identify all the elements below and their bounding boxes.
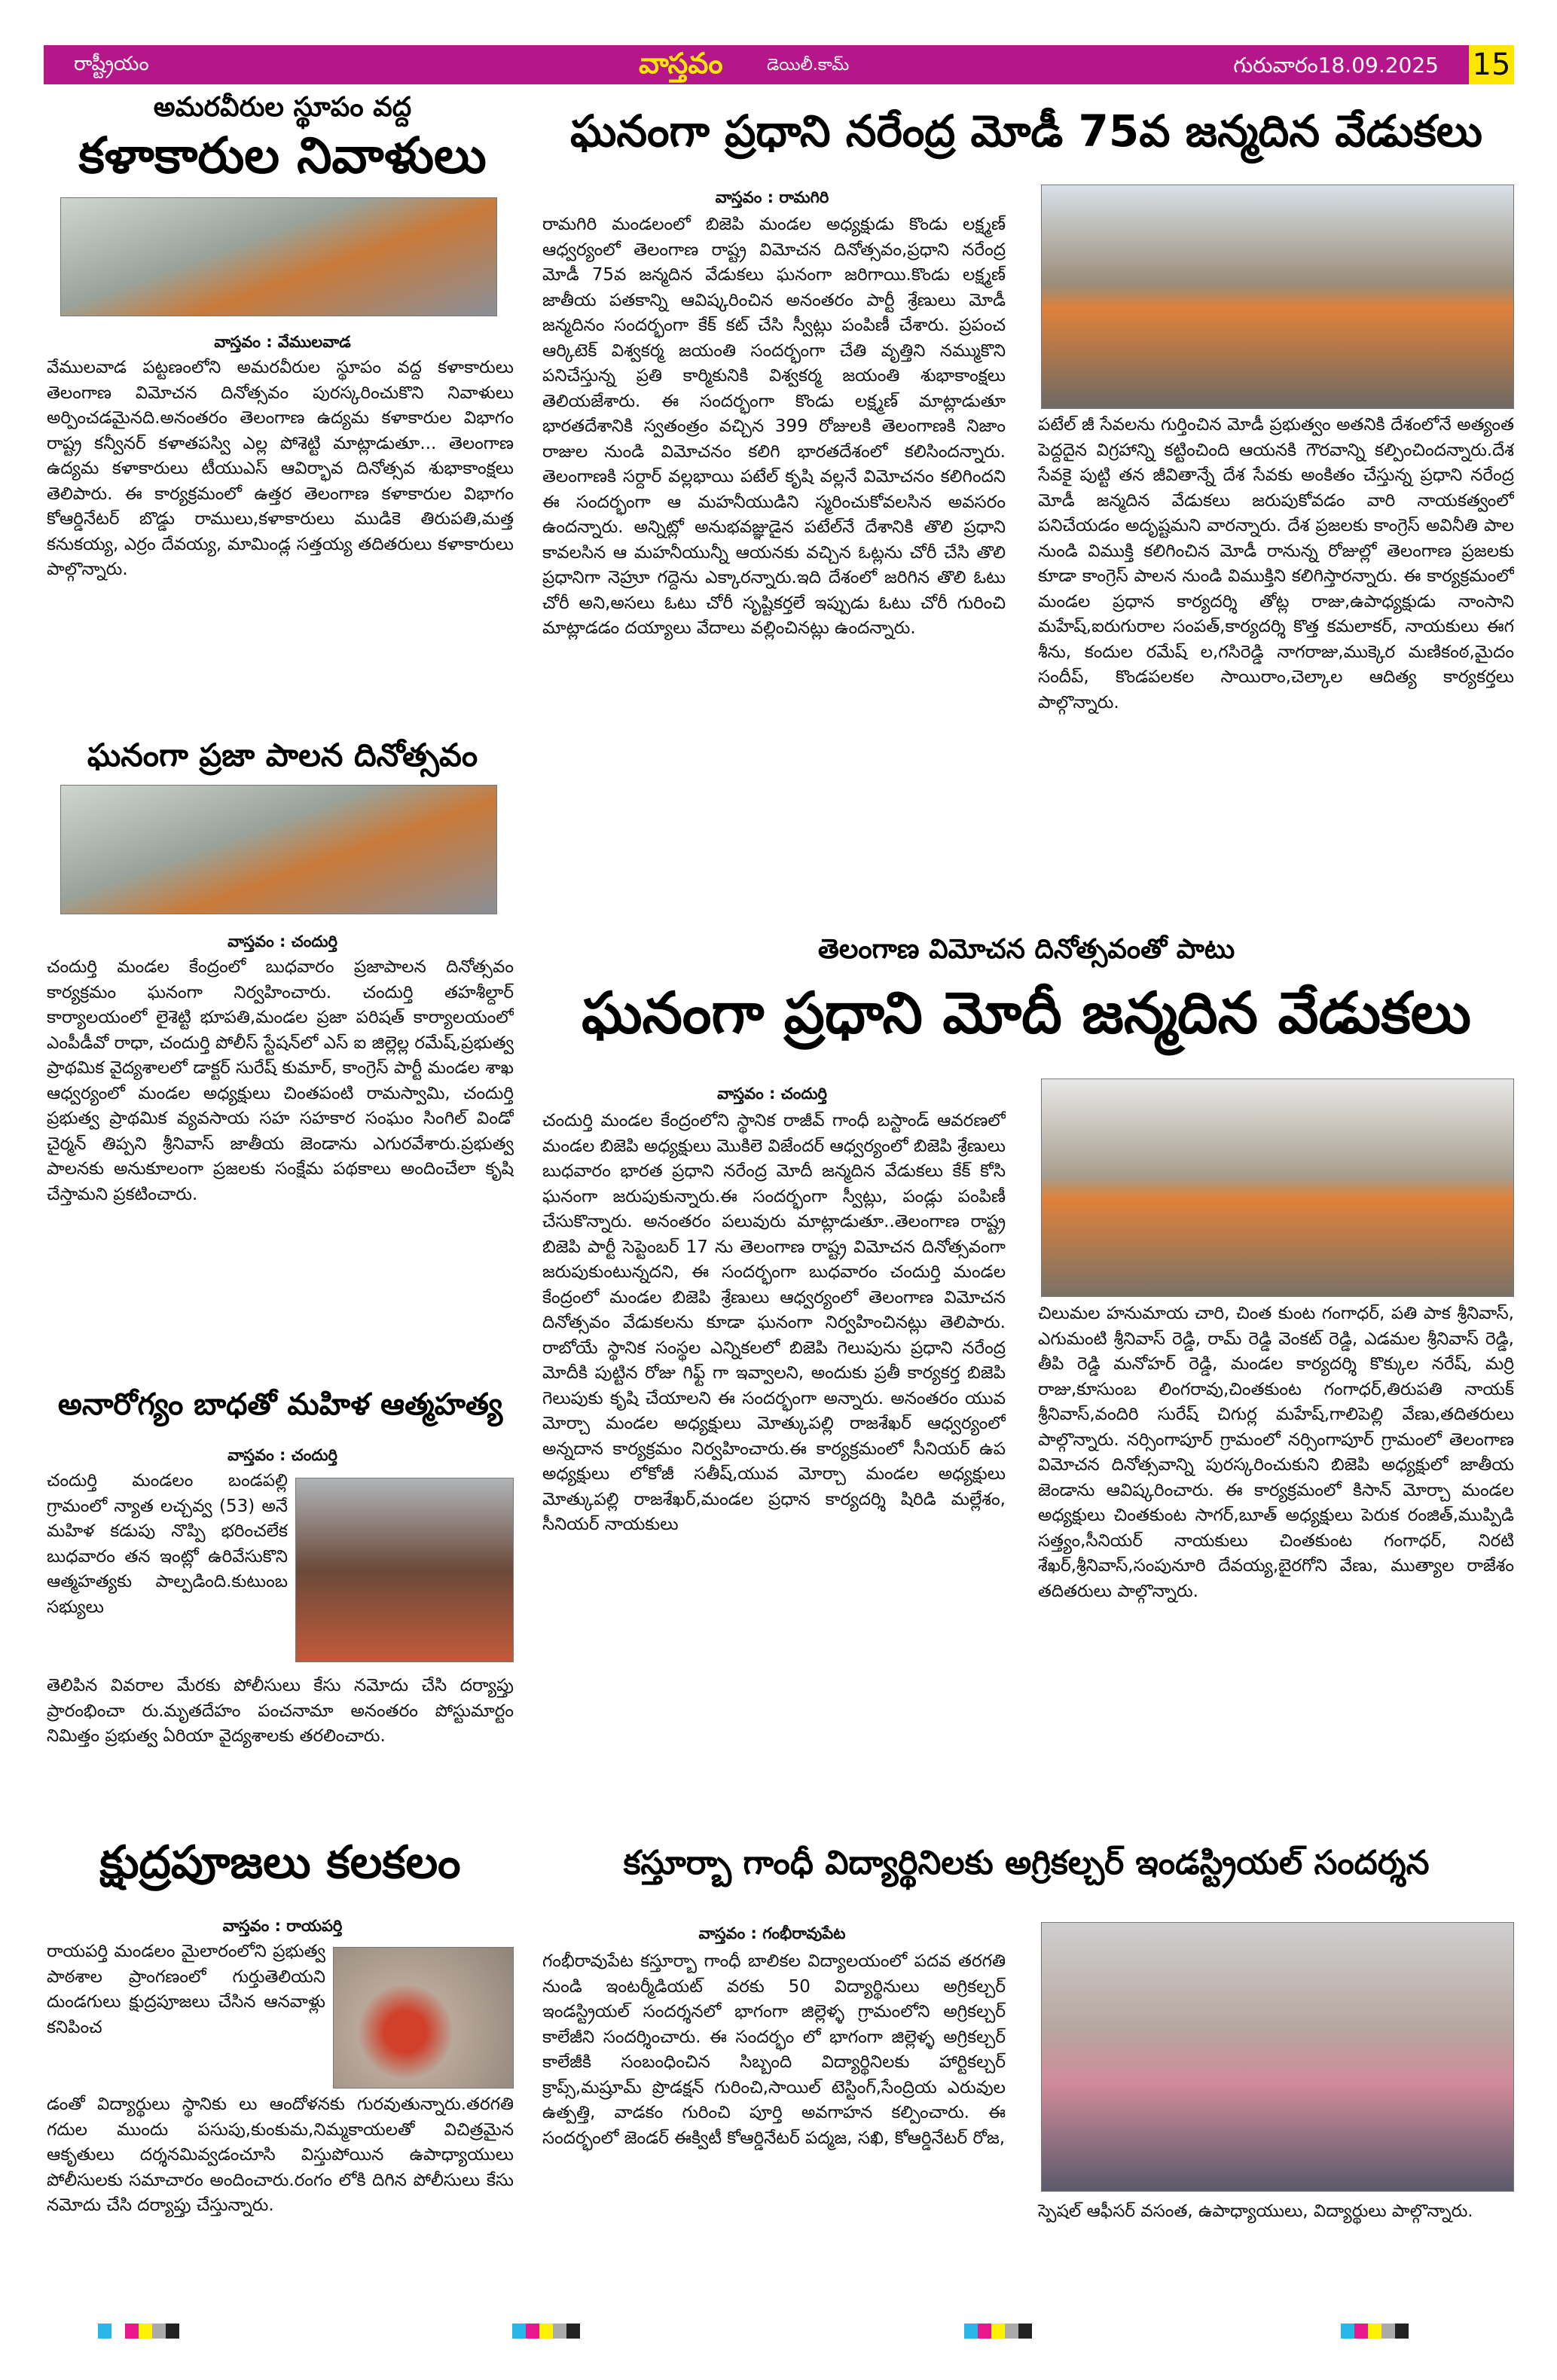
story3-byline: వాస్తవం : చందుర్తి [227, 1446, 337, 1464]
story7-body: గంభీరావుపేట కస్తూర్బా గాంధీ బాలికల విద్యాలయంలో పదవ తరగతి నుండి ఇంటర్మీడియట్ వరకు 50 విద్యార్థినులు అగ్రికల్చర్ ఇండస్ట్రియల్ సందర్శనలో భాగంగా జిల్లెళ్ళ గ్రామంలోని అగ్రికల్చర్ కాలేజీని సందర్శించారు. ఈ సందర్భం లో భాగంగా జిల్లెళ్ళ అగ్రికల్చర్ కాలేజీకి సంబంధించిన సిబ్బంది విద్యార్థినిలకు హార్టికల్చర్ క్రాప్స్,మష్రూమ్ ప్రొడక్షన్ గురించి,సాయిల్ టెస్టింగ్,సేంద్రియ ఎరువుల ఉత్పత్తి, వాడకం గురించి పూర్తి అవగాహన కల్పించారు. ఈ సందర్భంలో జెండర్ ఈక్విటీ కోఆర్డినేటర్ పద్మజ, సఖి, కోఆర్డినేటర్ రోజ, [542, 1951, 1006, 2148]
story4-photo [333, 1947, 514, 2089]
story5-byline: వాస్తవం : రామగిరి [715, 188, 829, 206]
issue-date: గురువారం18.09.2025 [1233, 53, 1439, 78]
story7-byline: వాస్తవం : గంభీరావుపేట [698, 1924, 846, 1942]
section-name: రాష్ట్రీయం [74, 53, 149, 75]
story3-body-beside-photo: చందుర్తి మండలం బండపల్లి గ్రామంలో న్యాత లచ్చవ్వ (53) అనే మహిళ కడుపు నొప్పి భరించలేక బుధవారం తన ఇంట్లో ఉరివేసుకొని ఆత్మహత్యకు పాల్పడింది.కుటుంబ సభ్యులు [47, 1471, 288, 1617]
story6-body-left: చందుర్తి మండల కేంద్రంలోని స్థానిక రాజీవ్ గాంధీ బస్టాండ్ ఆవరణలో మండల బిజెపి అధ్యక్షులు మొకిలె విజేందర్ ఆధ్వర్యంలో బిజెపి శ్రేణులు బుధవారం భారత ప్రధాని నరేంద్ర మోదీ జన్మదిన వేడుకలు కేక్ కోసి ఘనంగా జరుపుకున్నారు.ఈ సందర్భంగా స్వీట్లు, పండ్లు పంపిణీ చేసుకొన్నారు. అనంతరం పలువురు మాట్లాడుతూ..తెలంగాణ రాష్ట్ర బిజెపి పార్టీ సెప్టెంబర్ 17 ను తెలంగాణ రాష్ట్ర విమోచన దినోత్సవంగా జరుపుకుంటున్నదని, ఈ సందర్భంగా బుధవారం చందుర్తి మండల కేంద్రంలో మండల బిజెపి శ్రేణులు ఆధ్వర్యంలో తెలంగాణ విమోచన దినోత్సవం వేడుకలను కూడా ఘనంగా నిర్వహించినట్లు తెలిపారు. రాబోయే స్థానిక సంస్థల ఎన్నికలలో బిజెపి గెలుపును ప్రధాని నరేంద్ర మోదీకి పుట్టిన రోజు గిఫ్ట్ గా ఇవ్వాలని, అందుకు ప్రతీ కార్యకర్త బిజెపి గెలుపుకు కృషి చేయాలని ఈ సందర్భంగా అన్నారు. అనంతరం యువ మోర్చా మండల అధ్యక్షులు మోత్కుపల్లి రాజశేఖర్ ఆధ్వర్యంలో అన్నదాన కార్యక్రమం నిర్వహించారు.ఈ కార్యక్రమంలో సీనియర్ ఉప అధ్యక్షులు లోకోజీ సతీష్,యువ మోర్చా మండల అధ్యక్షులు మోత్కుపల్లి రాజశేఖర్,మండల ప్రధాన కార్యదర్శి షిరిడి మల్లేశం, సీనియర్ నాయకులు [542, 1111, 1006, 1534]
logo-subtitle: డెయిలీ.కామ్ [767, 56, 850, 75]
color-registration-strip [98, 2324, 179, 2339]
story4-byline: వాస్తవం : రాయపర్తి [222, 1917, 343, 1935]
story5-headline: ఘనంగా ప్రధాని నరేంద్ర మోడీ 75వ జన్మదిన వేడుకలు [570, 105, 1482, 157]
story4-headline: క్షుద్రపూజలు కలకలం [99, 1836, 461, 1889]
story3-headline: అనారోగ్యం బాధతో మహిళ ఆత్మహత్య [57, 1387, 503, 1422]
story6-kicker: తెలంగాణ విమోచన దినోత్సవంతో పాటు [817, 934, 1235, 965]
story4-body: డంతో విద్యార్థులు స్థానికు లు ఆందోళనకు గురవుతున్నారు.తరగతి గదుల ముందు పసుపు,కుంకుమ,నిమ్మకాయలతో విచిత్రమైన ఆకృతులు దర్శనమివ్వడంచూసి విస్తుపోయిన ఉపాధ్యాయులు పోలీసులకు సమాచారం అందించారు.రంగం లోకి దిగిన పోలీసులు కేసు నమోదు చేసి దర్యాప్తు చేస్తున్నారు. [47, 2095, 514, 2215]
story5-body-left: రామగిరి మండలంలో బిజెపి మండల అధ్యక్షుడు కొండు లక్ష్మణ్ ఆధ్వర్యంలో తెలంగాణ రాష్ట్ర విమోచన దినోత్సవం,ప్రధాని నరేంద్ర మోడీ 75వ జన్మదిన వేడుకలు ఘనంగా జరిగాయి.కొండు లక్ష్మణ్ జాతీయ పతకాన్ని ఆవిష్కరించిన అనంతరం పార్టీ శ్రేణులు మోడీ జన్మదినం సందర్భంగా కేక్ కట్ చేసి స్వీట్లు పంపిణీ చేశారు. ప్రపంచ ఆర్కిటెక్ విశ్వకర్మ జయంతి సందర్భంగా చేతి వృత్తిని నమ్ముకొని పనిచేస్తున్న ప్రతి కార్మికునికి విశ్వకర్మ జయంతి శుభాకాంక్షలు తెలియజేశారు. ఈ సందర్భంగా కొండు లక్ష్మణ్ మాట్లాడుతూ భారతదేశానికి స్వతంత్రం వచ్చిన 399 రోజులకి తెలంగాణకి నిజాం రాజుల నుండి విమోచనం కలిగి భారతదేశంలో కలిసిందన్నారు. తెలంగాణకి సర్దార్ వల్లభాయి పటేల్ కృషి వల్లనే విమోచనం కలిగిందని ఈ సందర్భంగా ఆ మహనీయుడిని స్మరించుకోవలసిన అవసరం ఉందన్నారు. అన్నిట్లో అనుభవజ్ఞుడైన పటేల్‌నే దేశానికి తొలి ప్రధాని కావలసిన ఆ మహనీయున్నీ ఆయనకు వచ్చిన ఓట్లను చోరీ చేసి తొలి ప్రధానిగా నెహ్రూ గద్దెను ఎక్కారన్నారు.ఇది దేశంలో జరిగిన తొలి ఓటు చోరీ అని,అసలు ఓటు చోరీ సృష్టికర్తలే ఇప్పుడు ఓటు చోరీ గురించి మాట్లాడడం దయ్యాలు వేదాలు వల్లించినట్లు ఉందన్నారు. [542, 215, 1006, 638]
story1-byline: వాస్తవం : వేములవాడ [214, 333, 351, 351]
story2-photo [60, 785, 497, 914]
story3-body: తెలిపిన వివరాల మేరకు పోలీసులు కేసు నమోదు చేసి దర్యాప్తు ప్రారంభించా రు.మృతదేహం పంచనామా అనంతరం పోస్టుమార్టం నిమిత్తం ప్రభుత్వ ఏరియా వైద్యశాలకు తరలించారు. [47, 1676, 514, 1746]
masthead-bar [44, 45, 1469, 84]
story5-photo [1041, 185, 1514, 409]
story6-photo [1041, 1079, 1514, 1297]
story2-byline: వాస్తవం : చందుర్తి [227, 932, 337, 950]
story1-photo [60, 197, 497, 316]
story7-caption: స్పెషల్ ఆఫీసర్ వసంత, ఉపాధ్యాయులు, విద్యార్థులు పాల్గొన్నారు. [1038, 2202, 1473, 2221]
story7-headline: కస్తూర్బా గాంధీ విద్యార్థినిలకు అగ్రికల్చర్ ఇండస్ట్రియల్ సందర్శన [623, 1844, 1430, 1882]
story6-byline: వాస్తవం : చందుర్తి [717, 1085, 827, 1103]
story2-headline: ఘనంగా ప్రజా పాలన దినోత్సవం [87, 737, 478, 774]
color-registration-strip [512, 2324, 580, 2339]
story4-body-beside-photo: రాయపర్తి మండలం మైలారంలోని ప్రభుత్వ పాఠశాల ప్రాంగణంలో గుర్తుతెలియని దుండగులు క్షుద్రపూజలు చేసిన ఆనవాళ్లు కనిపించ [47, 1942, 325, 2037]
story6-body-right: చిలుమల హనుమాయ చారి, చింత కుంట గంగాధర్, పతి పాక శ్రీనివాస్, ఎగుమంటి శ్రీనివాస్ రెడ్డి, రామ్ రెడ్డి వెంకట్ రెడ్డి, ఎడమల శ్రీనివాస్ రెడ్డి, తీపి రెడ్డి మనోహర్ రెడ్డి, మండల కార్యదర్శి కొక్కుల నరేష్, మర్రి రాజు,కూసుంబ లింగరావు,చింతకుంట గంగాధర్,తిరుపతి నాయక్ శ్రీనివాస్,వందిరి సురేష్ చిగుర్ల మహేష్,గాలిపెల్లి వేణు,తదితరులు పాల్గొన్నారు. నర్సింగాపూర్ గ్రామంలో నర్సింగాపూర్ గ్రామంలో తెలంగాణ విమోచన దినోత్సవాన్ని పురస్కరించుకుని బిజెపి అధ్యక్షులో జాతీయ జెండాను ఆవిష్కరించారు. ఈ కార్యక్రమంలో కిసాన్ మోర్చా మండల అధ్యక్షులు చింతకుంట సాగర్,బూత్ అధ్యక్షులు పెరుక రంజిత్,ముప్పిడి సత్త్యం,సీనియర్ నాయకులు చింతకుంట గంగాధర్, నిరటి శేఖర్,శ్రీనివాస్,సంపునూరి దేవయ్య,బైరగోని వేణు, ముత్యాల రాజేశం తదితరులు పాల్గొన్నారు. [1038, 1304, 1514, 1601]
story1-kicker: అమరవీరుల స్థూపం వద్ద [153, 92, 412, 123]
newspaper-logo: వాస్తవం [639, 47, 723, 80]
story3-photo [295, 1478, 514, 1662]
story6-headline: ఘనంగా ప్రధాని మోదీ జన్మదిన వేడుకలు [582, 979, 1471, 1046]
page-number: 15 [1469, 45, 1514, 84]
story2-body: చందుర్తి మండల కేంద్రంలో బుధవారం ప్రజాపాలన దినోత్సవం కార్యక్రమం ఘనంగా నిర్వహించారు. చందుర్తి తహశీల్దార్ కార్యాలయంలో లైశెట్టి భూపతి,మండల ప్రజా పరిషత్ కార్యాలయంలో ఎంపీడీవో రాధా, చందుర్తి పోలీస్ స్టేషన్‌లో ఎస్ ఐ జిల్లెల్ల రమేష్,ప్రభుత్వ ప్రాథమిక వైద్యశాలలో డాక్టర్ సురేష్ కుమార్, కాంగ్రెస్ పార్టీ మండల శాఖ ఆధ్వర్యంలో మండల అధ్యక్షులు చింతపంటి రామస్వామి, చందుర్తి ప్రభుత్వ ప్రాథమిక వ్యవసాయ సహ సహకార సంఘం సింగిల్ విండో చైర్మన్ తిప్పని శ్రీనివాస్ జాతీయ జెండాను ఎగురవేశారు.ప్రభుత్వ పాలనకు అనుకూలంగా ప్రజలకు సంక్షేమ పథకాలు అందించేలా కృషి చేస్తామని ప్రకటించారు. [47, 957, 514, 1204]
color-registration-strip [964, 2324, 1032, 2339]
story7-photo [1041, 1922, 1514, 2192]
story1-body: వేములవాడ పట్టణంలోని అమరవీరుల స్థూపం వద్ద కళాకారులు తెలంగాణ విమోచన దినోత్సవం పురస్కరించుకొని నివాళులు అర్పించడమైనది.అనంతరం తెలంగాణ ఉద్యమ కళాకారుల విభాగం రాష్ట్ర కన్వీనర్ కళాతపస్వి ఎల్ల పోశెట్టి మాట్లాడుతూ... తెలంగాణ ఉద్యమ కళాకారులు టీయుఎస్ ఆవిర్భావ దినోత్సవ శుభాకాంక్షలు తెలిపారు. ఈ కార్యక్రమంలో ఉత్తర తెలంగాణ కళాకారుల విభాగం కోఆర్డినేటర్ బొడ్డు రాములు,కళాకారులు ముడికె తిరుపతి,మత్త కనుకయ్య, ఎర్రం దేవయ్య, మామిండ్ల సత్తయ్య తదితరులు కళాకారులు పాల్గొన్నారు. [47, 358, 514, 579]
story1-headline: కళాకారుల నివాళులు [78, 127, 487, 185]
color-registration-strip [1341, 2324, 1409, 2339]
story5-body-right: పటేల్ జీ సేవలను గుర్తించిన మోడీ ప్రభుత్వం అతనికి దేశంలోనే అత్యంత పెద్దదైన విగ్రహాన్ని కట్టించింది ఆయనకి గౌరవాన్ని కల్పించిందన్నారు.దేశ సేవకై పుట్టి తన జీవితాన్నే దేశ సేవకు అంకితం చేస్తున్న ప్రధాని నరేంద్ర మోడీ జన్మదిన వేడుకలు జరుపుకోవడం వారి నాయకత్వంలో పనిచేయడం అదృష్టమని వారన్నారు. దేశ ప్రజలకు కాంగ్రెస్ అవినీతి పాల నుండి విముక్తి కలిగించిన మోడీ రానున్న రోజుల్లో తెలంగాణ ప్రజలకు కూడా కాంగ్రెస్ పాలన నుండి విముక్తిని కలిగిస్తారన్నారు. ఈ కార్యక్రమంలో మండల ప్రధాన కార్యదర్శి తోట్ల రాజు,ఉపాధ్యక్షుడు నాంసాని మహేష్,ఐరుగురాల సంపత్,కార్యదర్శి కొత్త కమలాకర్, నాయకులు ఈగ శీను, కందుల రమేష్ ల,గసిరెడ్డి నాగరాజు,ముక్కెర మణికంఠ,మైదం సందీప్, కొండపలకల సాయిరాం,చెల్కాల ఆదిత్య కార్యకర్తలు పాల్గొన్నారు. [1038, 415, 1514, 712]
